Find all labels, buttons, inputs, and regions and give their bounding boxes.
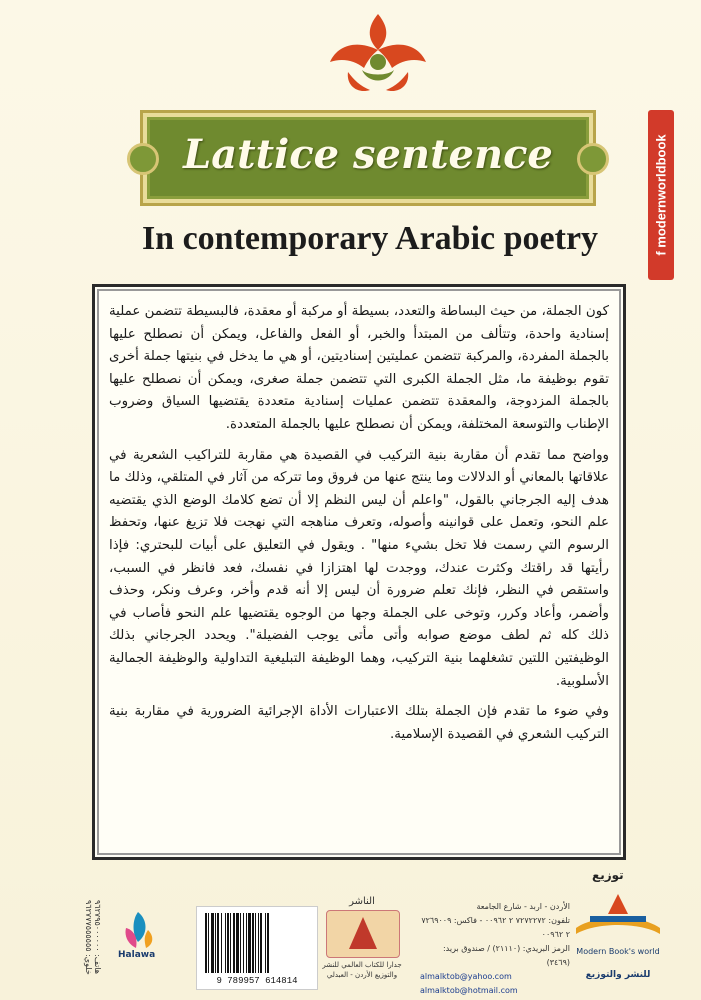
address-line-1: الأردن - اربد - شارع الجامعة xyxy=(476,902,570,911)
side-brand-strip xyxy=(648,110,674,280)
halawa-contact: هاتف: ٩٦٢٧٩٥٠٠٠٠٠٠ خلوي: ٩٦٢٧٧٧٥٥٥٥٥٥ xyxy=(84,900,102,975)
blurb-paragraph-1: كون الجملة، من حيث البساطة والتعدد، بسيطة أو مركبة أو معقدة، فالبسيطة تتضمن عملية إسنادية واحدة، وتتألف من المبتدأ والخبر، أو الفعل والفاعل، ويمكن أن نصطلح عليها بالجملة المفردة، والمركبة تتضمن عمليتين إسناديتين، أو هي ما يدخل في بنيتها جملة أخرى تقوم بوظيفة ما، مثل الجملة الكبرى التي تتضمن جملة صغرى، ويمكن أن نصطلح عليها بالجملة المزدوجة، والمعقدة تتضمن عمليات إسنادية متعددة يقتضيها السياق وضروب الإطناب والتوسعة المختلفة، ويمكن أن نصطلح عليها بالجملة المتعددة. xyxy=(109,304,609,432)
floral-ornament-icon xyxy=(318,10,438,100)
distributor-address xyxy=(420,900,570,998)
isbn-barcode xyxy=(196,906,318,990)
title-frame xyxy=(140,110,596,206)
distributor-label: توزيع xyxy=(592,868,624,882)
email-2: almalktob@hotmail.com xyxy=(420,986,518,995)
barcode-bars xyxy=(205,913,309,973)
publisher-logo-icon xyxy=(326,910,400,958)
distributor-name-ar: للنشر والتوزيع xyxy=(585,970,651,980)
publisher-block xyxy=(316,896,408,992)
side-brand-text: f modernworldbook xyxy=(653,134,669,256)
barcode-bar xyxy=(269,913,270,973)
distributor-name-en: Modern Book's world xyxy=(576,947,660,956)
book-subtitle: In contemporary Arabic poetry xyxy=(141,220,599,257)
isbn-number: 9 789957 614814 xyxy=(216,976,298,986)
book-title: Lattice sentence xyxy=(183,131,553,178)
blurb-paragraph-2: وواضح مما تقدم أن مقاربة بنية التركيب في القصيدة هي مقاربة للتراكيب الشعرية في علاقاتها بالمعاني أو الدلالات وما ينتج عنها من فروق وما تتركه من آثار في المتلقي، وذلك ما هدف إليه الجرجاني بالقول، "واعلم أن ليس النظم إلا أن تضع كلامك الوضع الذي يقتضيه علم النحو، وتعمل على قوانينه وأصوله، وتعرف مناهجه التي نهجت فلا تزيغ عنها، وتحفظ الرسوم التي رسمت فلا تخل بشيء منها" . ويقول في التعليق على أبيات للبحتري: فإذا رأيتها قد راقتك وكثرت عندك، ووجدت لها اهتزازا في نفسك، فعد فانظر في السبب، واستقص في النظر، فإنك تعلم ضرورة أن ليس إلا أنه قدم وأخر، وعرف ونكر، وحذف وأضمر، وأعاد وكرر، وتوخى على الجملة وجها من الوجوه يقتضيها علم النحو فأصاب في ذلك كله ثم لطف موضع صوابه وأتى مأتى يوجب الفضيلة". ويحدد الجرجاني بذلك الوظيفتين اللتين تشغلهما بنية التركيب، وهما الوظيفة التبليغية التداولية والوظيفة الجمالية الأسلوبية. xyxy=(109,447,609,689)
halawa-name: Halawa xyxy=(118,950,156,960)
address-line-3: الرمز البريدي: (٢١١١٠) / صندوق بريد: (٣٤٦٩) xyxy=(442,944,570,967)
publisher-caption: جدارا للكتاب العالمي للنشر والتوزيع الأردن - العبدلي xyxy=(322,961,402,979)
modern-books-world-logo-icon xyxy=(566,884,670,942)
publisher-label: الناشر xyxy=(349,896,375,907)
blurb-box xyxy=(92,284,626,860)
blurb-paragraph-3: وفي ضوء ما تقدم فإن الجملة بتلك الاعتبارات الأداة الإجرائية الضرورية في مقاربة بنية التركيب الشعري في القصيدة الإسلامية. xyxy=(109,704,609,742)
email-1: almalktob@yahoo.com xyxy=(420,972,512,981)
address-line-2: تلفون: ٧٢٧٢٢٧٢ ٢ ٠٠٩٦٢ - فاكس: ٧٢٦٩٠٠٩ ٢ ٠٠٩٦٢ xyxy=(421,916,570,939)
